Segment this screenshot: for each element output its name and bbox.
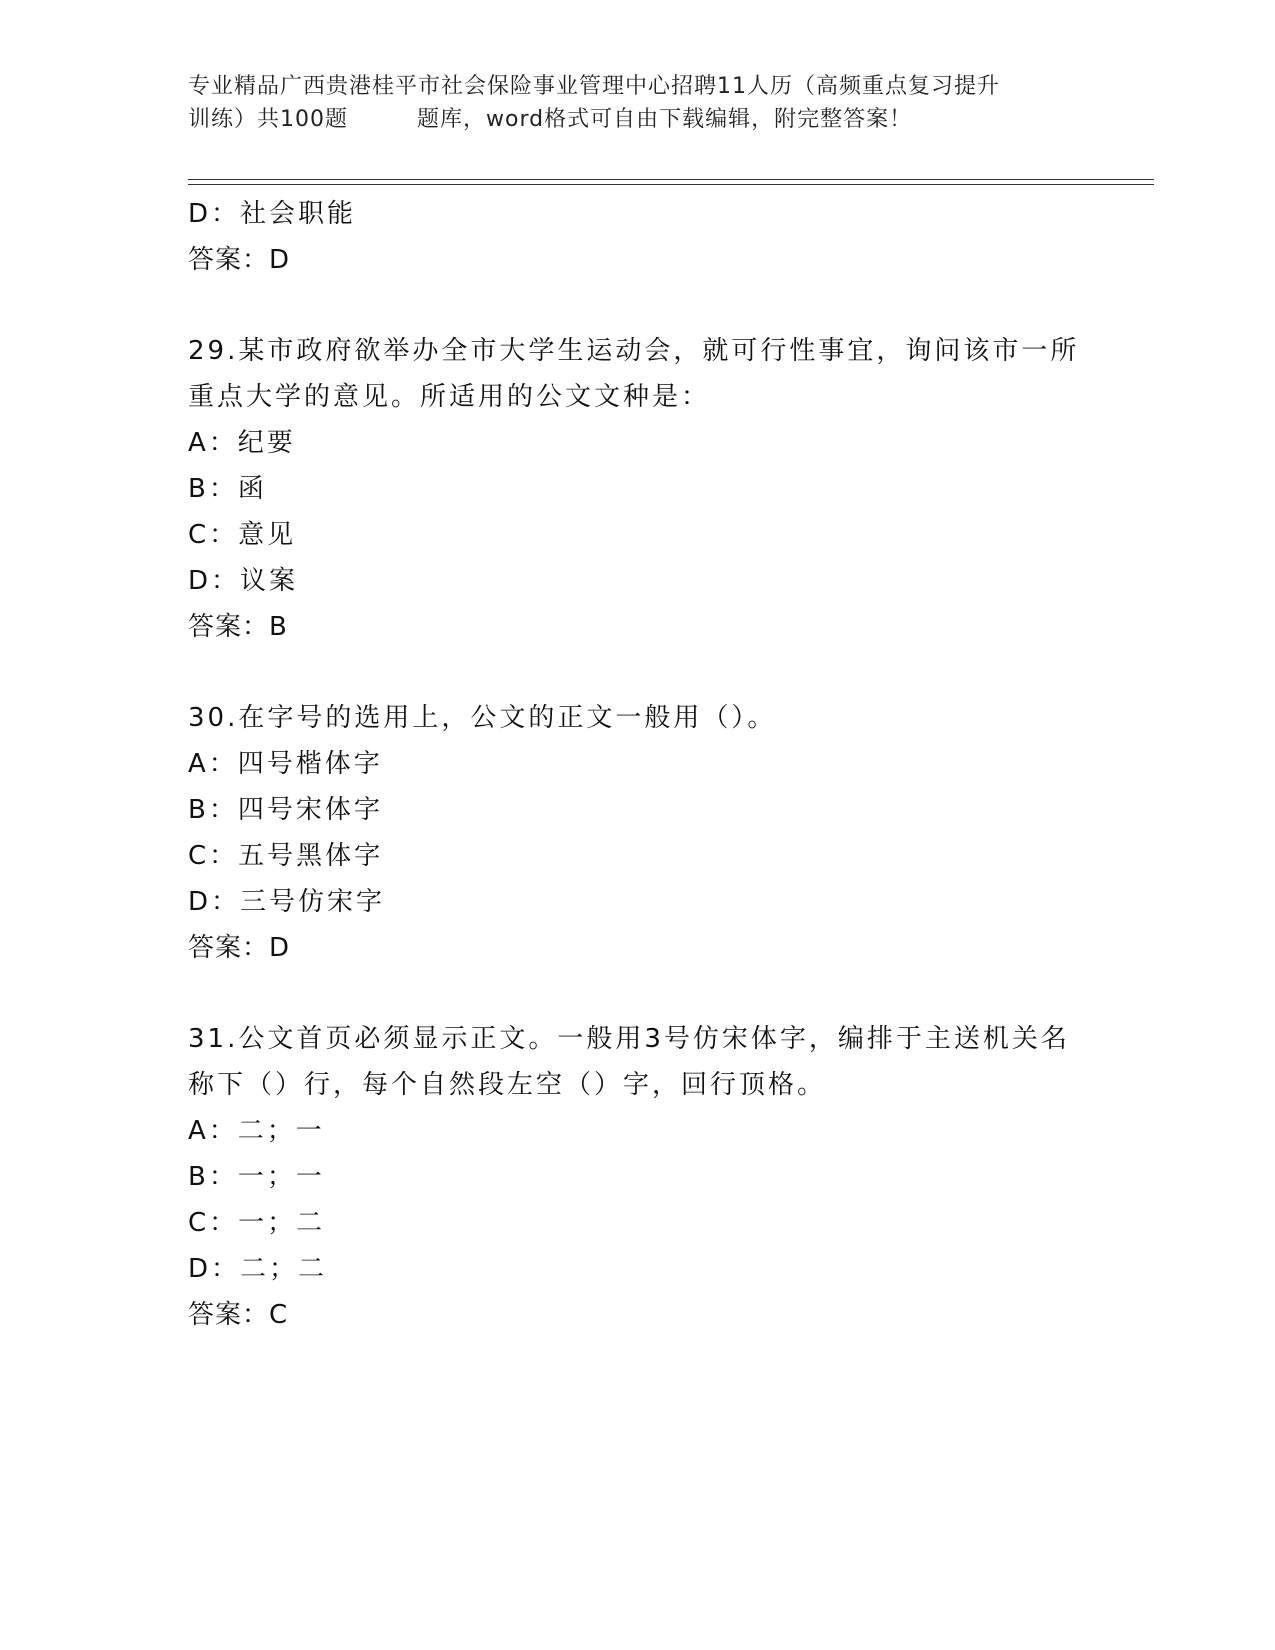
question-30 [188,695,1088,971]
option-d: D：三号仿宋字 [188,887,386,917]
option-c: C：一；二 [188,1208,326,1238]
option-b: B：函 [188,474,267,504]
option-b: B：四号宋体字 [188,795,383,825]
option-b: B：一；一 [188,1162,325,1192]
option-c: C：五号黑体字 [188,841,384,871]
question-stem: 31.公文首页必须显示正文。一般用3号仿宋体字，编排于主送机关名 [188,1024,1070,1054]
question-stem: 重点大学的意见。所适用的公文文种是： [188,382,711,412]
question-stem: 29.某市政府欲举办全市大学生运动会，就可行性事宜，询问该市一所 [188,336,1080,366]
document-header [188,70,1078,136]
option-a: A：二；一 [188,1116,325,1146]
header-divider [188,179,1154,185]
option-d: D：二；二 [188,1254,328,1284]
header-line-2: 训练）共100题 题库，word格式可自由下载编辑，附完整答案！ [188,107,913,132]
answer-line: 答案：B [188,612,288,642]
option-d: D：社会职能 [188,199,357,229]
question-content [188,191,1088,1338]
answer-line: 答案：D [188,933,291,963]
question-stem: 30.在字号的选用上，公文的正文一般用（）。 [188,703,777,733]
option-a: A：纪要 [188,428,296,458]
option-d: D：议案 [188,566,299,596]
question-29 [188,328,1088,650]
question-31 [188,1016,1088,1338]
option-c: C：意见 [188,520,297,550]
answer-line: 答案：D [188,245,291,275]
answer-line: 答案：C [188,1300,289,1330]
option-a: A：四号楷体字 [188,749,383,779]
question-stem: 称下（）行，每个自然段左空（）字，回行顶格。 [188,1070,827,1100]
header-line-1: 专业精品广西贵港桂平市社会保险事业管理中心招聘11人历（高频重点复习提升 [188,74,1000,99]
